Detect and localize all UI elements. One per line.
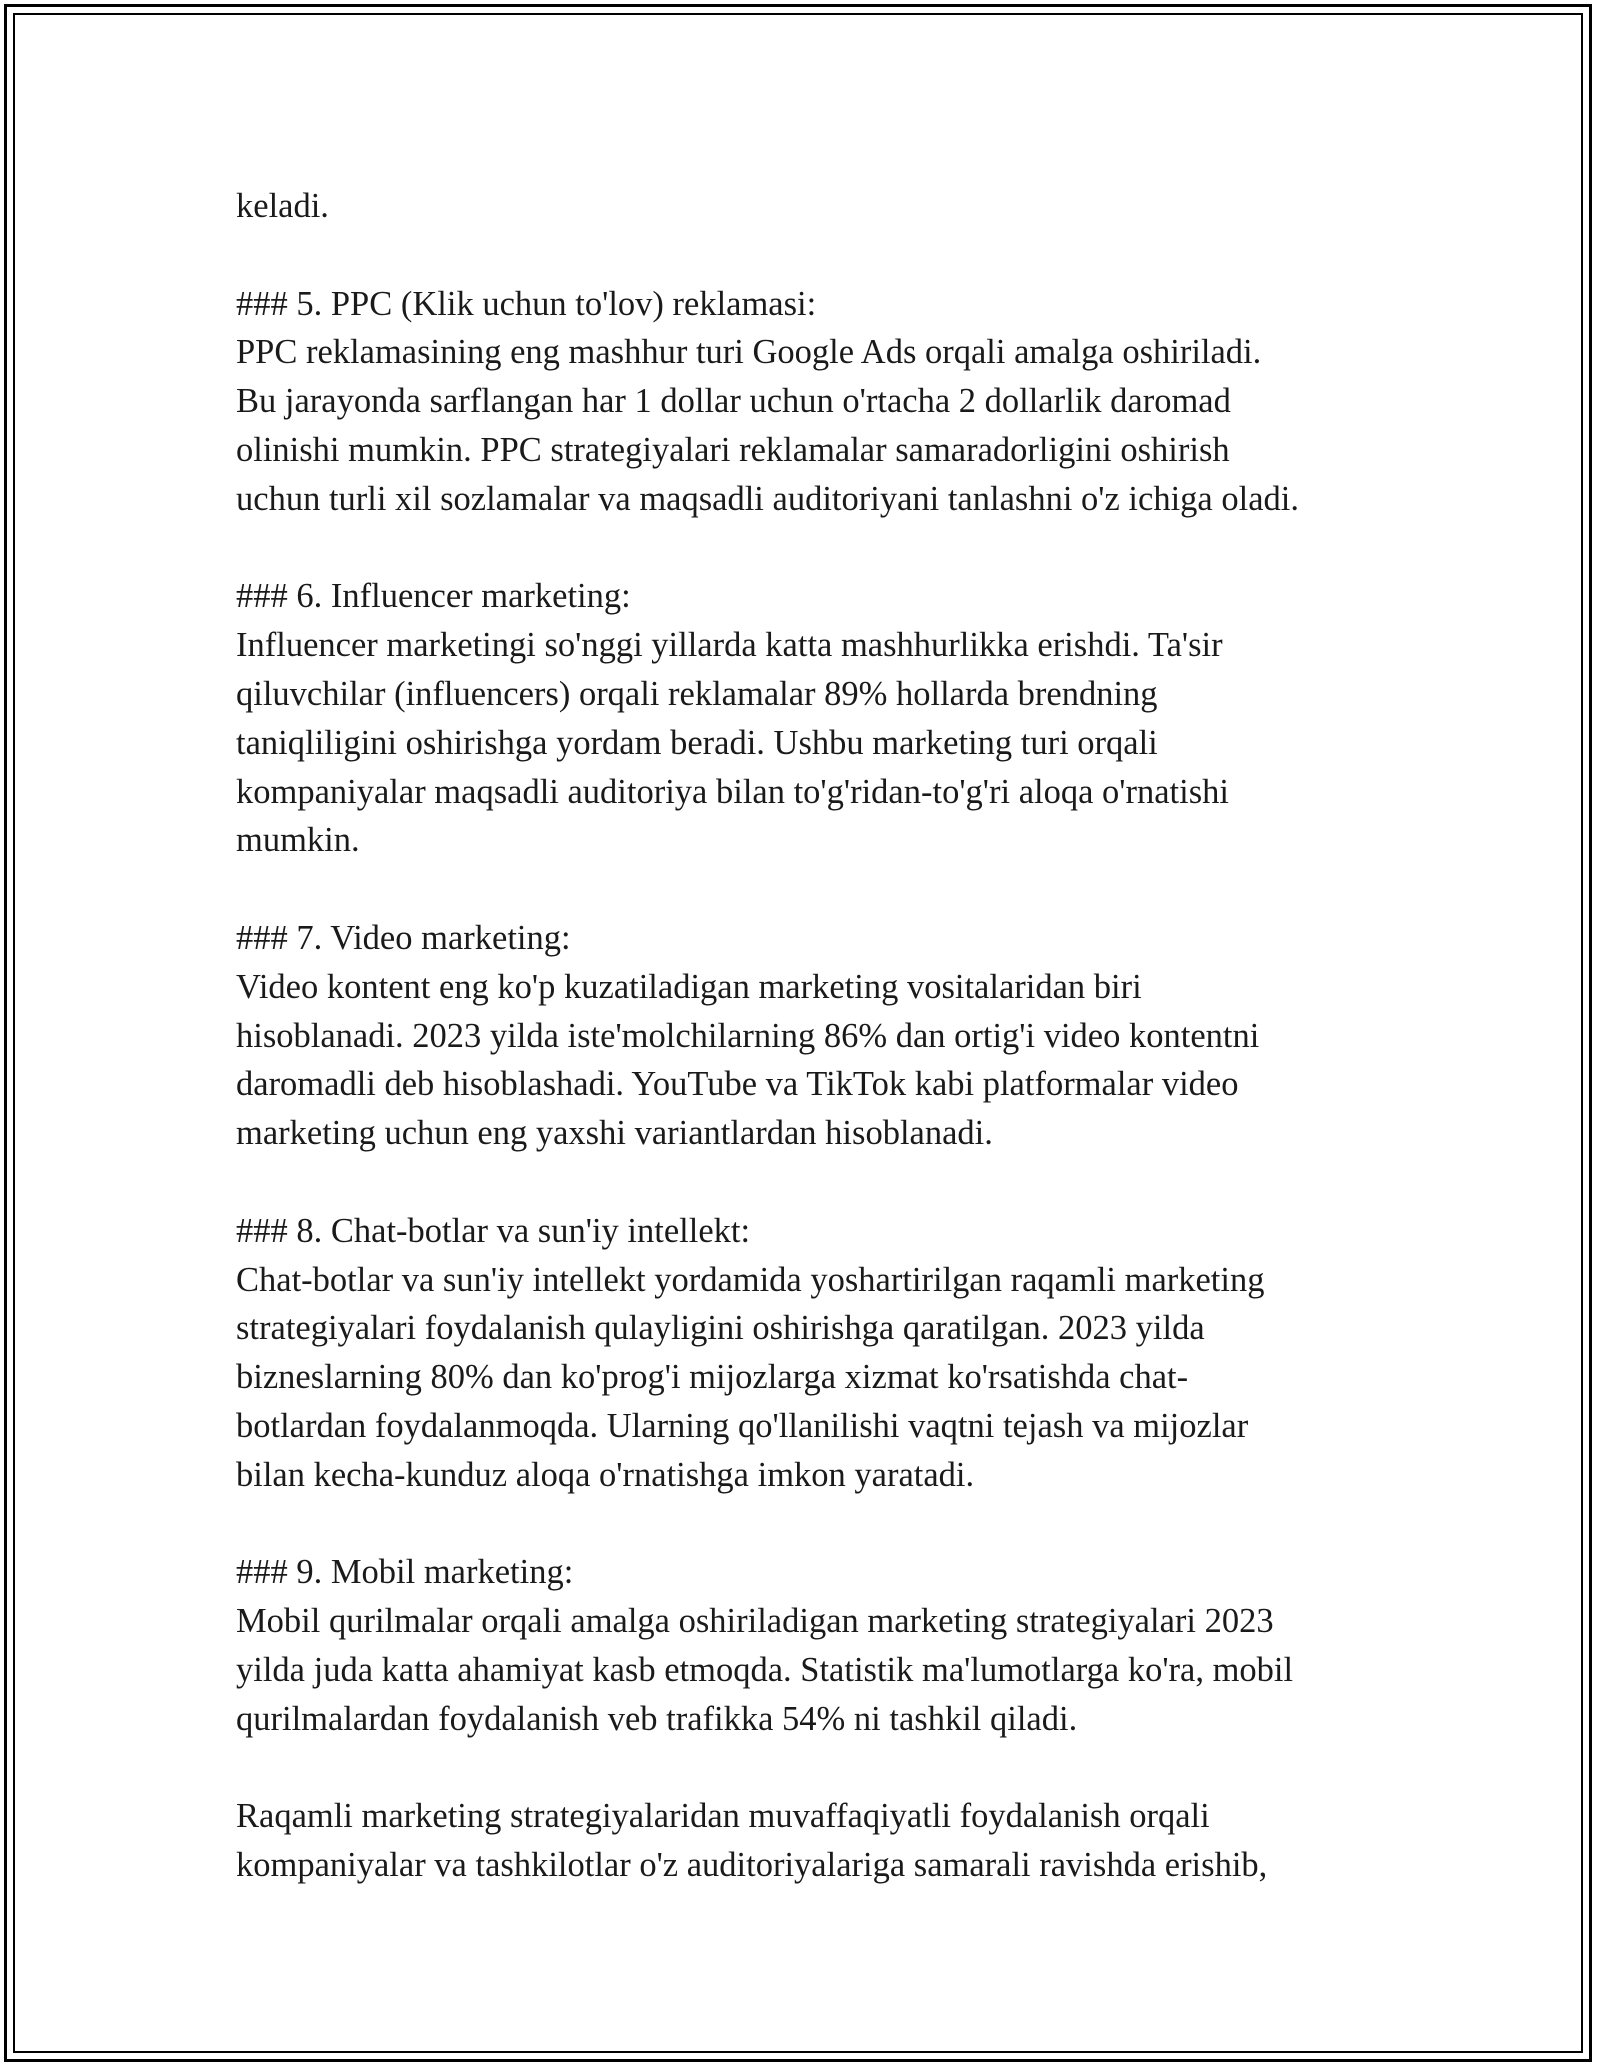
- blank-line: [236, 231, 1396, 280]
- paragraph-line: kompaniyalar va tashkilotlar o'z auditoriyalariga samarali ravishda erishib,: [236, 1846, 1268, 1885]
- section-heading: ### 7. Video marketing:: [236, 918, 571, 957]
- section-heading: ### 8. Chat-botlar va sun'iy intellekt:: [236, 1211, 751, 1250]
- section-heading: ### 6. Influencer marketing:: [236, 577, 631, 616]
- paragraph-line: bilan kecha-kunduz aloqa o'rnatishga imkon yaratadi.: [236, 1455, 975, 1494]
- paragraph-line: Video kontent eng ko'p kuzatiladigan marketing vositalaridan biri: [236, 967, 1142, 1006]
- paragraph-line: yilda juda katta ahamiyat kasb etmoqda. Statistik ma'lumotlarga ko'ra, mobil: [236, 1650, 1294, 1689]
- paragraph-line: qiluvchilar (influencers) orqali reklamalar 89% hollarda brendning: [236, 674, 1158, 713]
- paragraph-line: kompaniyalar maqsadli auditoriya bilan to'g'ridan-to'g'ri aloqa o'rnatishi: [236, 772, 1229, 811]
- section-heading: ### 9. Mobil marketing:: [236, 1553, 574, 1592]
- paragraph-line: bizneslarning 80% dan ko'prog'i mijozlarga xizmat ko'rsatishda chat-: [236, 1358, 1189, 1397]
- paragraph-line: Bu jarayonda sarflangan har 1 dollar uchun o'rtacha 2 dollarlik daromad: [236, 382, 1231, 421]
- paragraph-line: botlardan foydalanmoqda. Ularning qo'llanilishi vaqtni tejash va mijozlar: [236, 1406, 1249, 1445]
- paragraph-line: marketing uchun eng yaxshi variantlardan hisoblanadi.: [236, 1114, 993, 1153]
- paragraph-line: qurilmalardan foydalanish veb trafikka 54% ni tashkil qiladi.: [236, 1699, 1078, 1738]
- blank-line: [236, 524, 1396, 573]
- paragraph-line: taniqliligini oshirishga yordam beradi. Ushbu marketing turi orqali: [236, 723, 1158, 762]
- paragraph-line: Mobil qurilmalar orqali amalga oshiriladigan marketing strategiyalari 2023: [236, 1602, 1274, 1641]
- paragraph-line: PPC reklamasining eng mashhur turi Google Ads orqali amalga oshiriladi.: [236, 333, 1262, 372]
- section-heading: ### 5. PPC (Klik uchun to'lov) reklamasi:: [236, 284, 817, 323]
- blank-line: [236, 1744, 1396, 1793]
- paragraph-line: Influencer marketingi so'nggi yillarda katta mashhurlikka erishdi. Ta'sir: [236, 626, 1223, 665]
- blank-line: [236, 865, 1396, 914]
- paragraph-line: strategiyalari foydalanish qulayligini oshirishga qaratilgan. 2023 yilda: [236, 1309, 1205, 1348]
- blank-line: [236, 1500, 1396, 1549]
- paragraph-line: daromadli deb hisoblashadi. YouTube va TikTok kabi platformalar video: [236, 1065, 1239, 1104]
- blank-line: [236, 1158, 1396, 1207]
- paragraph-line: Chat-botlar va sun'iy intellekt yordamida yoshartirilgan raqamli marketing: [236, 1260, 1265, 1299]
- paragraph-line: olinishi mumkin. PPC strategiyalari reklamalar samaradorligini oshirish: [236, 430, 1230, 469]
- paragraph-line: Raqamli marketing strategiyalaridan muvaffaqiyatli foydalanish orqali: [236, 1797, 1210, 1836]
- paragraph-line: mumkin.: [236, 821, 360, 860]
- paragraph-line: hisoblanadi. 2023 yilda iste'molchilarning 86% dan ortig'i video kontentni: [236, 1016, 1260, 1055]
- paragraph-line: uchun turli xil sozlamalar va maqsadli auditoriyani tanlashni o'z ichiga oladi.: [236, 479, 1299, 518]
- document-body: [236, 182, 1396, 1890]
- paragraph-line: keladi.: [236, 187, 329, 225]
